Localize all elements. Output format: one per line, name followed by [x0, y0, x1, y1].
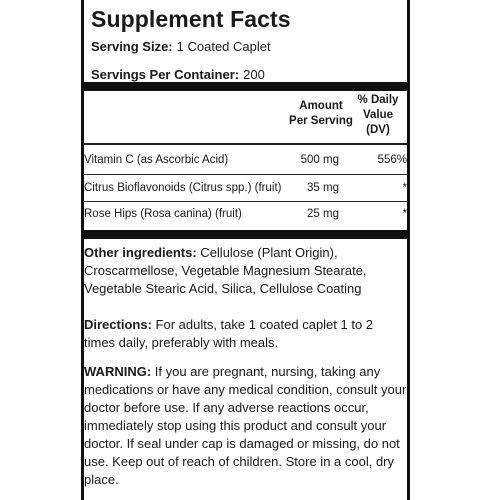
thick-divider-top [84, 82, 407, 91]
directions [84, 316, 407, 352]
amount-header-line1: Amount [299, 100, 343, 112]
servings-label: Servings Per Container: [91, 67, 240, 82]
amount-header-line2: Per Serving [289, 115, 353, 127]
serving-size-value: 1 Coated Caplet [176, 39, 271, 54]
warning-text: If you are pregnant, nursing, taking any medications or have any medical condition, consult your doctor before use. If any adverse reactions occur, immediately stop using this product and consult your doctor. If seal under cap is damaged or missing, do not use. Keep out of reach of children. Store in a cool, dry place. [84, 364, 407, 487]
serving-size [91, 39, 398, 55]
ingredient-name: Rose Hips (Rosa canina) (fruit) [84, 208, 242, 220]
ingredient-daily-value: 556% [377, 154, 407, 166]
servings-per-container [91, 67, 398, 83]
dv-header-line2: Value [362, 109, 394, 121]
directions-text: For adults, take 1 coated caplet 1 to 2 times daily, preferably with meals. [84, 317, 374, 350]
other-ingredients-text: Cellulose (Plant Origin), Croscarmellose, Vegetable Magnesium Stearate, Vegetable Stearic Acid, Silica, Cellulose Coating [84, 245, 367, 296]
other-ingredients [84, 244, 407, 298]
ingredient-amount: 35 mg [307, 182, 339, 194]
row-divider [84, 174, 407, 175]
serving-size-label: Serving Size: [91, 39, 173, 54]
dv-header-line1: % Daily [357, 94, 399, 106]
servings-value: 200 [243, 67, 265, 82]
other-ingredients-label: Other ingredients: [84, 245, 197, 260]
header-divider [84, 143, 407, 145]
ingredient-daily-value: * [402, 208, 407, 220]
row-divider [84, 201, 407, 202]
supplement-facts-panel [81, 0, 410, 500]
ingredient-name: Vitamin C (as Ascorbic Acid) [84, 154, 229, 166]
daily-value-header [352, 93, 404, 138]
directions-label: Directions: [84, 317, 152, 332]
thick-divider-bottom [84, 230, 407, 239]
dv-header-line3: (DV) [366, 124, 390, 136]
ingredient-name: Citrus Bioflavonoids (Citrus spp.) (fruit) [84, 182, 282, 194]
ingredient-amount: 500 mg [300, 154, 339, 166]
ingredient-amount: 25 mg [307, 208, 339, 220]
warning-label: WARNING: [84, 364, 152, 379]
ingredient-daily-value: * [402, 182, 407, 194]
warning [84, 363, 407, 489]
amount-per-serving-header [283, 99, 359, 129]
panel-title: Supplement Facts [91, 6, 291, 32]
